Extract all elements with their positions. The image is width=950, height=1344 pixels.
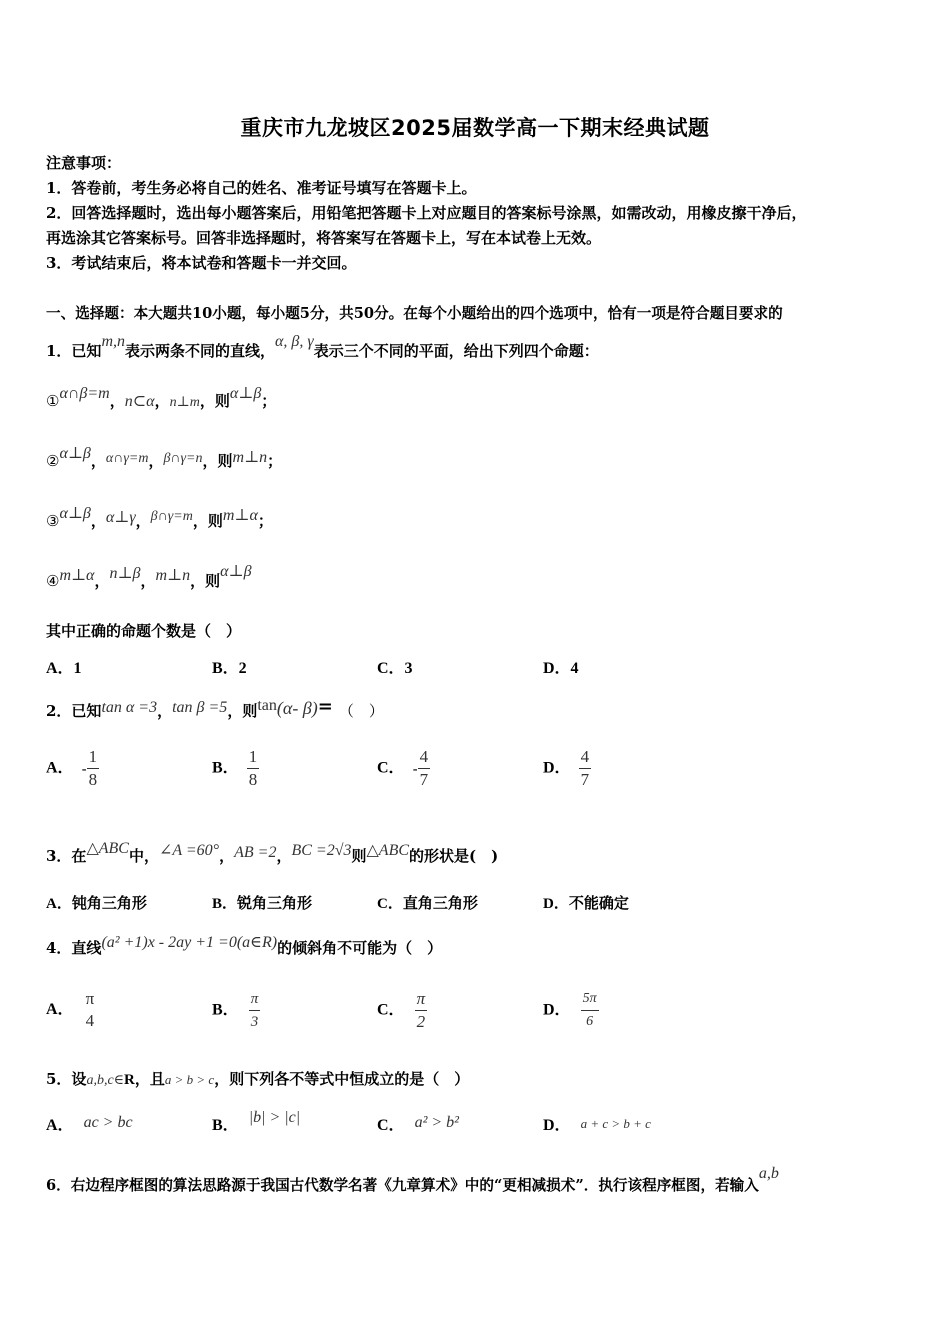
prop-math: n⊥m (169, 395, 200, 410)
prop-end: ； (257, 512, 273, 530)
prop-math: α⊥β (220, 563, 252, 580)
q5-text: ，则下列各不等式中恒成立的是（ ） (214, 1070, 470, 1088)
prop-math: m⊥n (232, 449, 268, 466)
prop-math: α⊥β (59, 445, 91, 462)
prop-label: ① (46, 392, 60, 410)
q2-blank: （ ） (338, 702, 384, 720)
notice-item: 3．考试结束后，将本试卷和答题卡一并交回。 (46, 254, 357, 272)
q5-math: a > b > c (164, 1072, 215, 1087)
option-c (377, 1112, 459, 1135)
numerator: 1 (247, 746, 260, 769)
q3-math: △ABC (366, 842, 410, 859)
question-3 (46, 840, 499, 866)
denominator: 7 (580, 770, 590, 789)
prop-math: α∩β=m (59, 385, 110, 402)
q1-proposition: ①α∩β=m，n⊂α，n⊥m，则α⊥β； (46, 385, 277, 410)
denominator: 7 (419, 770, 429, 789)
option-b (212, 988, 260, 1033)
prop-math: α⊥β (59, 505, 91, 522)
q1-proposition: ②α⊥β，α∩γ=m，β∩γ=n，则m⊥n； (46, 445, 283, 470)
option-b (212, 746, 259, 791)
option-label: D． (543, 759, 571, 777)
numerator: 5π (581, 988, 599, 1011)
question-5 (46, 1068, 469, 1089)
option-math: ac > bc (83, 1114, 133, 1131)
question-2 (46, 696, 384, 721)
q3-math: BC =2√3 (291, 842, 352, 859)
option-math: a + c > b + c (580, 1116, 651, 1131)
numerator: π (415, 988, 428, 1011)
prop-math: β∩γ=m (150, 509, 193, 524)
q2-then: ，则 (227, 702, 258, 720)
option-a (46, 1112, 133, 1135)
option-sign: - (81, 759, 87, 778)
numerator: 4 (418, 746, 431, 769)
prop-label: ② (46, 452, 60, 470)
separator: ， (157, 702, 173, 720)
option-c: C．直角三角形 (377, 896, 478, 912)
q6-number: 6． (46, 1177, 71, 1194)
fraction (87, 746, 100, 791)
prop-end: ； (267, 452, 283, 470)
question-1 (46, 333, 599, 361)
prop-then: ，则 (192, 512, 223, 530)
q6-math: a,b (758, 1165, 779, 1182)
q1-number: 1．已知 (46, 342, 102, 360)
q1-text: 表示两条不同的直线， (125, 342, 276, 360)
denominator: 8 (248, 770, 258, 789)
prop-label: ④ (46, 572, 60, 590)
q2-math: tan β =5 (172, 699, 228, 716)
option-label: B． (212, 1001, 239, 1019)
section-heading: 一、选择题：本大题共10小题，每小题5分，共50分。在每个小题给出的四个选项中，恰有一项是符合题目要求的 (46, 305, 783, 322)
option-label: D． (543, 1001, 571, 1019)
fraction (415, 988, 428, 1033)
option-d (543, 746, 591, 791)
prop-math: α∩γ=m (105, 451, 149, 466)
prop-then: ，则 (199, 392, 230, 410)
q4-number: 4．直线 (46, 939, 102, 957)
prop-then: ，则 (202, 452, 233, 470)
prop-math: α⊥γ (105, 509, 136, 526)
page-title: 重庆市九龙坡区2025届数学高一下期末经典试题 (240, 116, 710, 140)
q2-equals: = (317, 696, 333, 717)
prop-end: ； (261, 392, 277, 410)
q1-ask: 其中正确的命题个数是（ ） (46, 622, 242, 640)
option-c (377, 988, 427, 1033)
notice-heading: 注意事项： (46, 154, 122, 172)
option-math: a² > b² (414, 1114, 459, 1131)
option-a (46, 988, 96, 1032)
denominator: 3 (250, 1014, 259, 1030)
option-label: B． (212, 759, 239, 777)
q1-proposition: ③α⊥β，α⊥γ，β∩γ=m，则m⊥α； (46, 505, 273, 530)
prop-math: n⊂α (124, 393, 155, 410)
numerator: π (249, 988, 261, 1011)
option-sign: - (412, 759, 418, 778)
option-d (543, 1112, 651, 1135)
option-a (46, 746, 99, 791)
notice-item: 2．回答选择题时，选出每小题答案后，用铅笔把答题卡上对应题目的答案标号涂黑，如需改动，用橡皮擦干净后， (46, 204, 807, 222)
q4-text: 的倾斜角不可能为（ ） (277, 939, 443, 957)
option-label: B． (212, 1117, 239, 1134)
option-b: B．2 (212, 660, 247, 677)
q2-math: tan (257, 697, 277, 714)
prop-math: m⊥α (222, 507, 258, 524)
q3-math: ∠A =60° (158, 842, 220, 859)
option-label: C． (377, 1001, 405, 1019)
q5-number: 5．设 (46, 1070, 87, 1088)
prop-math: α⊥β (229, 385, 262, 402)
denominator: 4 (85, 1011, 95, 1030)
q1-math-planes: α, β, γ (275, 333, 314, 350)
prop-math: m⊥α (59, 567, 95, 584)
option-label: C． (377, 759, 405, 777)
prop-math: β∩γ=n (163, 451, 203, 466)
q5-math: a,b,c∈ (86, 1073, 125, 1088)
option-d: D．4 (543, 660, 579, 677)
q3-text: 则 (351, 847, 367, 865)
q1-math-lines: m,n (101, 333, 125, 350)
notice-item: 再选涂其它答案标号。回答非选择题时，将答案写在答题卡上，写在本试卷上无效。 (46, 229, 602, 247)
q1-proposition: ④m⊥α，n⊥β，m⊥n，则α⊥β (46, 563, 252, 590)
fraction (418, 746, 431, 791)
option-math: |b| > |c| (248, 1109, 301, 1126)
prop-label: ③ (46, 512, 60, 530)
option-a: A．钝角三角形 (46, 896, 147, 912)
option-label: A． (46, 759, 74, 777)
fraction (84, 988, 97, 1032)
prop-then: ，则 (190, 572, 221, 590)
denominator: 6 (586, 1014, 594, 1029)
question-6 (46, 1165, 779, 1195)
q5-math-set: R (124, 1072, 135, 1088)
notice-item: 1．答卷前，考生务必将自己的姓名、准考证号填写在答题卡上。 (46, 179, 477, 197)
separator: ， (219, 847, 235, 865)
q2-math: (α- β) (276, 698, 318, 718)
option-label: A． (46, 1001, 74, 1018)
option-b: B．锐角三角形 (212, 896, 313, 912)
option-d: D．不能确定 (543, 896, 629, 912)
q4-math: (a² +1)x - 2ay +1 =0(a∈R) (101, 934, 278, 951)
numerator: π (85, 989, 95, 1008)
q1-text: 表示三个不同的平面，给出下列四个命题： (313, 342, 599, 360)
option-a: A．1 (46, 660, 82, 677)
fraction (247, 746, 260, 791)
prop-math: n⊥β (109, 565, 141, 582)
q3-math: AB =2 (234, 844, 277, 861)
q2-number: 2．已知 (46, 702, 102, 720)
question-4 (46, 934, 443, 958)
fraction (579, 746, 592, 791)
fraction (581, 988, 599, 1033)
numerator: 4 (579, 746, 592, 769)
option-label: C． (377, 1117, 405, 1134)
fraction (249, 988, 261, 1033)
q3-math: △ABC (86, 840, 129, 857)
q2-math: tan α =3 (101, 699, 158, 716)
q6-text: 右边程序框图的算法思路源于我国古代数学名著《九章算术》中的“更相减损术”．执行该程序框图，若输入 (70, 1177, 759, 1194)
denominator: 2 (416, 1012, 426, 1031)
numerator: 1 (87, 746, 100, 769)
option-c: C．3 (377, 660, 413, 677)
q5-text: ，且 (134, 1070, 165, 1088)
option-label: D． (543, 1117, 571, 1134)
q3-number: 3．在 (46, 847, 87, 865)
option-c (377, 746, 430, 791)
option-b (212, 1109, 301, 1135)
separator: ， (276, 847, 292, 865)
denominator: 8 (88, 770, 98, 789)
option-label: A． (46, 1117, 74, 1134)
q3-text: 的形状是( ) (409, 847, 499, 865)
q3-text: 中， (128, 847, 159, 865)
option-d (543, 988, 599, 1033)
prop-math: m⊥n (155, 567, 191, 584)
